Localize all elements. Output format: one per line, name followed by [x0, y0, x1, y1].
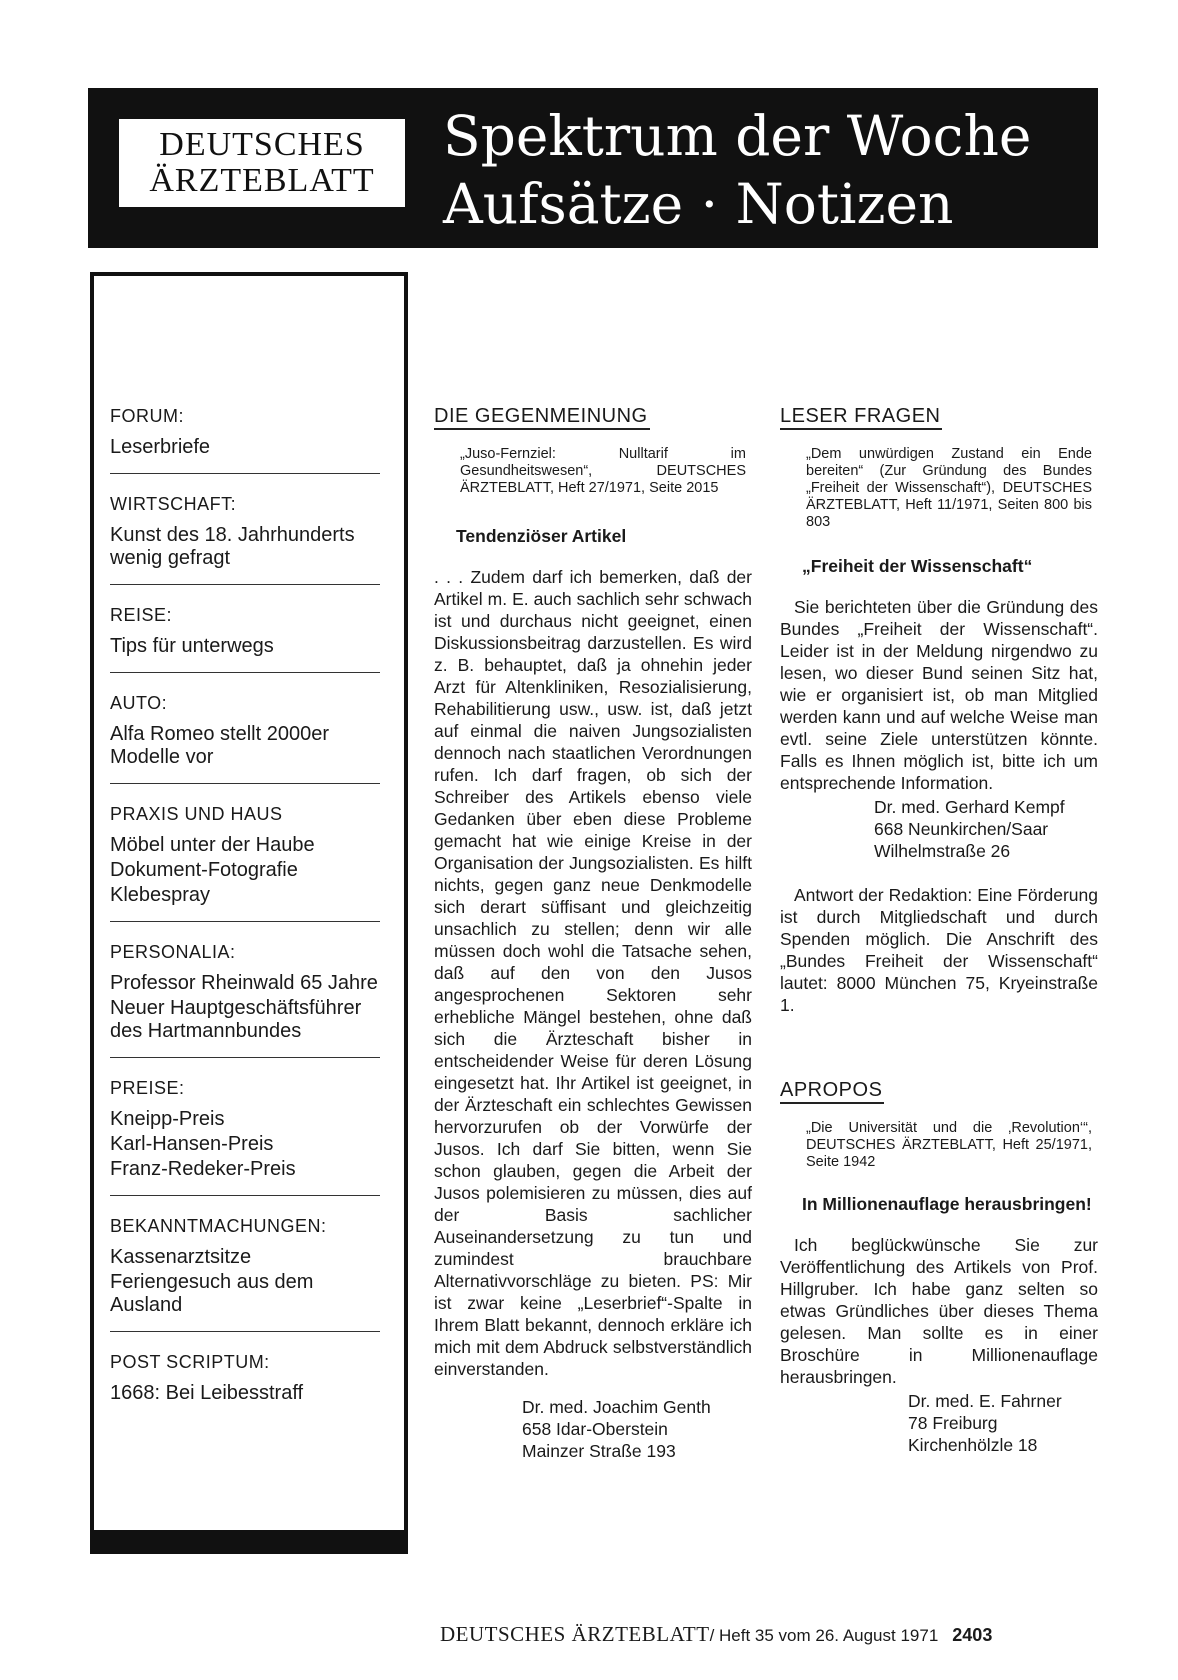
article-reference: „Juso-Fernziel: Nulltarif im Gesundheitswesen“, DEUTSCHES ÄRZTEBLATT, Heft 27/1971, Seite 2015 — [460, 446, 746, 496]
section-title: APROPOS — [780, 1078, 884, 1104]
toc-heading: BEKANNTMACHUNGEN: — [110, 1216, 327, 1236]
author-city: 658 Idar-Oberstein — [522, 1419, 668, 1439]
page-footer — [440, 1622, 992, 1647]
toc-heading: PRAXIS UND HAUS — [110, 804, 283, 824]
toc-item[interactable]: Professor Rheinwald 65 Jahre — [110, 972, 378, 994]
toc-heading: AUTO: — [110, 693, 168, 713]
toc-item[interactable]: Kassenarztsitze — [110, 1246, 252, 1268]
toc-heading: FORUM: — [110, 406, 184, 426]
toc-heading: PERSONALIA: — [110, 942, 236, 962]
toc-item[interactable]: Neuer Hauptgeschäftsführer des Hartmannbundes — [110, 997, 362, 1042]
page-title — [443, 102, 1031, 238]
publication-logo — [118, 118, 406, 208]
editorial-answer: Antwort der Redaktion: Eine Förderung ist durch Mitgliedschaft und durch Spenden möglich. Die Anschrift des „Bundes Freiheit der Wissenschaft“ lautet: 8000 München 75, Kryeinstraße 1. — [780, 885, 1098, 1015]
toc-item[interactable]: Kunst des 18. Jahrhunderts wenig gefragt — [110, 524, 355, 569]
section-title: DIE GEGENMEINUNG — [434, 404, 650, 430]
masthead — [88, 88, 1098, 248]
page-title-line-2: Aufsätze · Notizen — [443, 172, 954, 236]
article-reference: „Dem unwürdigen Zustand ein Ende bereiten“ (Zur Gründung des Bundes „Freiheit der Wissenschaft“), DEUTSCHES ÄRZTEBLATT, Heft 11/1971, Seiten 800 bis 803 — [806, 446, 1092, 530]
toc-item[interactable]: Franz-Redeker-Preis — [110, 1158, 296, 1180]
author-signature — [522, 1396, 752, 1462]
author-name: Dr. med. E. Fahrner — [908, 1391, 1062, 1411]
article-title: Tendenziöser Artikel — [456, 526, 627, 546]
toc-item[interactable]: Tips für unterwegs — [110, 635, 274, 657]
author-street: Wilhelmstraße 26 — [874, 841, 1011, 861]
author-street: Mainzer Straße 193 — [522, 1441, 676, 1461]
logo-line-1: DEUTSCHES — [159, 126, 365, 163]
toc-section-personalia — [110, 940, 380, 1058]
article-title: In Millionenauflage herausbringen! — [802, 1194, 1092, 1214]
page-number: 2403 — [952, 1625, 993, 1645]
toc-item[interactable]: Möbel unter der Haube — [110, 834, 315, 856]
toc-section-wirtschaft — [110, 492, 380, 585]
table-of-contents — [110, 404, 380, 1437]
article-column-leser-fragen — [780, 404, 1098, 1456]
toc-heading: REISE: — [110, 605, 173, 625]
toc-heading: PREISE: — [110, 1078, 185, 1098]
article-title: „Freiheit der Wissenschaft“ — [802, 556, 1033, 576]
author-street: Kirchenhölzle 18 — [908, 1435, 1038, 1455]
toc-item[interactable]: Karl-Hansen-Preis — [110, 1133, 274, 1155]
page-title-line-1: Spektrum der Woche — [443, 104, 1032, 168]
toc-section-bekanntmachungen — [110, 1214, 380, 1332]
toc-item[interactable]: Leserbriefe — [110, 436, 211, 458]
article-reference: „Die Universität und die ‚Revolution‘“, DEUTSCHES ÄRZTEBLATT, Heft 25/1971, Seite 1942 — [806, 1120, 1092, 1170]
author-signature — [874, 796, 1098, 862]
toc-item[interactable]: Feriengesuch aus dem Ausland — [110, 1271, 314, 1316]
toc-item[interactable]: Alfa Romeo stellt 2000er Modelle vor — [110, 723, 330, 768]
footer-issue: / Heft 35 vom 26. August 1971 — [709, 1626, 939, 1645]
author-city: 668 Neunkirchen/Saar — [874, 819, 1049, 839]
contents-sidebar-bottom-bar — [90, 1530, 408, 1554]
author-name: Dr. med. Joachim Genth — [522, 1397, 711, 1417]
toc-item[interactable]: Klebespray — [110, 884, 211, 906]
article-column-gegenmeinung — [434, 404, 752, 1462]
section-title: LESER FRAGEN — [780, 404, 942, 430]
author-city: 78 Freiburg — [908, 1413, 998, 1433]
toc-item[interactable]: Dokument-Fotografie — [110, 859, 298, 881]
toc-item[interactable]: Kneipp-Preis — [110, 1108, 225, 1130]
toc-heading: WIRTSCHAFT: — [110, 494, 237, 514]
toc-section-preise — [110, 1076, 380, 1196]
article-body: Ich beglückwünsche Sie zur Veröffentlichung des Artikels von Prof. Hillgruber. Ich habe ganz selten so etwas Gründliches über dieses Thema gelesen. Man sollte es in einer Broschüre in Millionenauflage herausbringen. — [780, 1235, 1098, 1387]
toc-section-post-scriptum — [110, 1350, 380, 1419]
toc-heading: POST SCRIPTUM: — [110, 1352, 270, 1372]
apropos-section — [780, 1078, 1098, 1456]
article-body: Sie berichteten über die Gründung des Bundes „Freiheit der Wissenschaft“. Leider ist in der Meldung nirgendwo zu lesen, wo dieser Bund seinen Sitz hat, wie er organisiert ist, ob man Mitglied werden kann und auf welche Weise man evtl. seine Ziele unterstützen könnte. Falls es Ihnen möglich ist, bitte ich um entsprechende Information. — [780, 597, 1098, 793]
author-name: Dr. med. Gerhard Kempf — [874, 797, 1065, 817]
logo-line-2: ÄRZTEBLATT — [149, 162, 375, 199]
toc-section-auto — [110, 691, 380, 784]
toc-section-forum — [110, 404, 380, 474]
toc-item[interactable]: 1668: Bei Leibesstraff — [110, 1382, 304, 1404]
toc-section-praxis-und-haus — [110, 802, 380, 922]
author-signature — [908, 1390, 1098, 1456]
toc-section-reise — [110, 603, 380, 673]
footer-publication: DEUTSCHES ÄRZTEBLATT — [440, 1622, 710, 1646]
article-body: . . . Zudem darf ich bemerken, daß der Artikel m. E. auch sachlich sehr schwach ist und durchaus nicht geeignet, einen Diskussionsbeitrag darzustellen. Es wird z. B. behauptet, daß ja ohnehin jeder Arzt für Altenkliniken, Resozialisierung, Rehabilitierung usw., usw. ist, daß jetzt auf einmal die naiven Jungsozialisten dennoch nach staatlichen Verordnungen rufen. Ich darf fragen, ob sich der Schreiber des Artikels ebenso viele Gedanken über eben diese Probleme gemacht hat wie einige Kreise in der Organisation der Jungsozialisten. Es hilft nichts, gegen ganz neue Denkmodelle sich derart süffisant und gleichzeitig unsachlich zu stellen; denn wir alle müssen doch wohl die Tatsache sehen, daß auf den von den Jusos angesprochenen Sektoren sehr erhebliche Mängel bestehen, ohne daß sich die Ärzteschaft bisher in entscheidender Weise für deren Lösung eingesetzt hat. Ihr Artikel ist geeignet, in der Ärzteschaft ein schlechtes Gewissen hervorzurufen ob der Vorwürfe der Jusos. Ich darf Sie bitten, wenn Sie schon glauben, gegen die Arbeit der Jusos polemisieren zu müssen, dies auf der Basis sachlicher Auseinandersetzung zu tun und zumindest brauchbare Alternativvorschläge zu bieten. PS: Mir ist zwar keine „Leserbrief“-Spalte in Ihrem Blatt bekannt, dennoch erkläre ich mich mit dem Abdruck selbstverständlich einverstanden. — [434, 567, 752, 1379]
